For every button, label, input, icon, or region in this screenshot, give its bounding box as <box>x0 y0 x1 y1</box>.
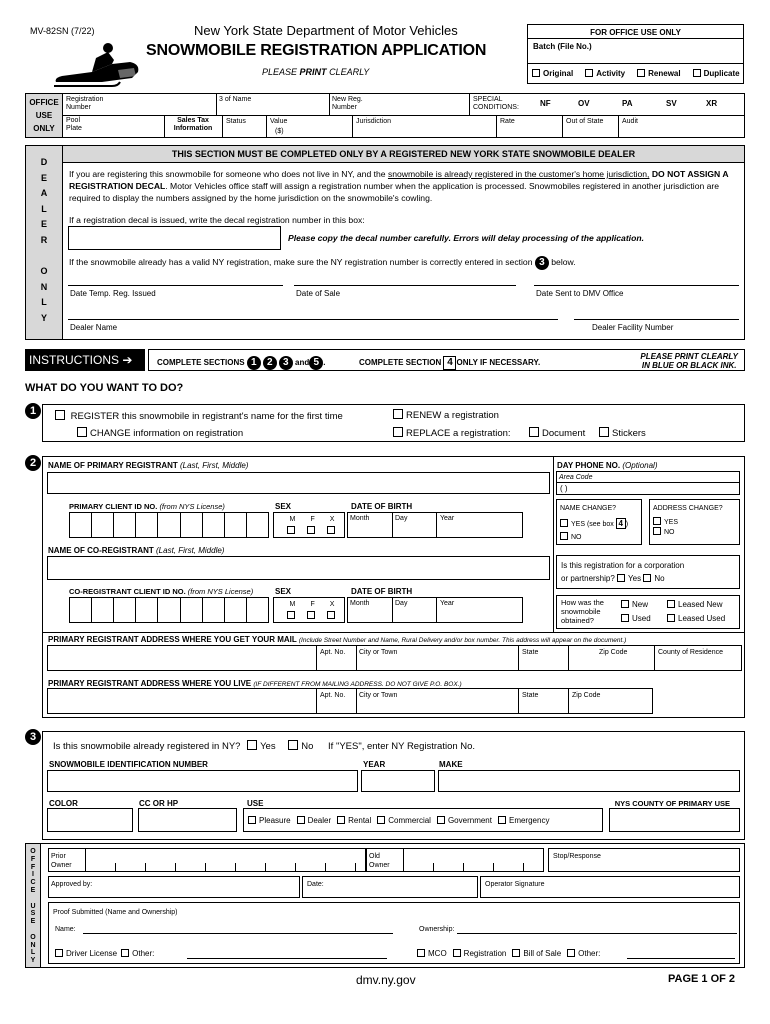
arrow-right-icon: ➔ <box>122 353 133 367</box>
address-change-yes[interactable]: YES <box>653 517 678 527</box>
name-change-no[interactable]: NO <box>560 532 582 542</box>
snowmobile-logo <box>52 38 144 90</box>
code-xr: XR <box>706 99 718 108</box>
sex-f-check <box>307 526 315 534</box>
renew-option[interactable]: RENEW a registration <box>393 409 499 421</box>
use-commercial[interactable]: Commercial <box>377 816 431 825</box>
change-option[interactable]: CHANGE information on registration <box>77 427 243 439</box>
sex-x-check <box>327 526 335 534</box>
registered-no[interactable]: No <box>278 741 313 752</box>
temp-reg-label: Date Temp. Reg. Issued <box>70 289 156 298</box>
original-check[interactable]: Original <box>532 69 573 78</box>
primary-dob-field[interactable]: Month Day Year <box>347 512 523 538</box>
section-5-marker: 5 <box>309 356 323 370</box>
office-use-label: OFFICE USE ONLY <box>26 94 62 137</box>
agency-name: New York State Department of Motor Vehicles <box>194 23 458 38</box>
obtained-box: How was the snowmobile obtained? New Used Leased New Leased Used <box>556 595 740 629</box>
corporation-box: Is this registration for a corporation or partnership? Yes No <box>556 555 740 589</box>
replace-option[interactable]: REPLACE a registration: <box>393 427 511 439</box>
section-3-marker: 3 <box>279 356 293 370</box>
office-use-bottom <box>25 843 745 968</box>
obtained-leased-new[interactable]: Leased New <box>667 600 722 609</box>
sex-m-check <box>287 526 295 534</box>
what-do-you-want-heading: WHAT DO YOU WANT TO DO? <box>25 382 184 394</box>
code-sv: SV <box>666 99 677 108</box>
corp-yes[interactable]: Yes <box>617 574 641 583</box>
dealer-header: THIS SECTION MUST BE COMPLETED ONLY BY A REGISTERED NEW YORK STATE SNOWMOBILE DEALER <box>63 146 744 163</box>
obtained-leased-used[interactable]: Leased Used <box>667 614 725 623</box>
reg-number-label: Registration Number <box>66 96 104 111</box>
co-sex-field[interactable]: M F X <box>273 597 345 623</box>
use-dealer[interactable]: Dealer <box>297 816 332 825</box>
cc-hp-field[interactable] <box>138 808 237 832</box>
name-change-yes[interactable]: YES (see box 4 ) <box>560 518 628 529</box>
primary-sex-field[interactable]: M F X <box>273 512 345 538</box>
proof-driver-license[interactable]: Driver License <box>55 949 117 958</box>
color-field[interactable] <box>47 808 133 832</box>
new-reg-number-label: New Reg. Number <box>332 96 363 111</box>
operator-signature-field[interactable]: Operator Signature <box>480 876 740 898</box>
batch-label: Batch (File No.) <box>533 42 592 51</box>
address-change-no[interactable]: NO <box>653 527 675 537</box>
obtained-used[interactable]: Used <box>621 614 651 623</box>
date-sent-label: Date Sent to DMV Office <box>536 289 624 298</box>
office-use-side-label: O F F I C E U S E O N L Y <box>30 848 36 965</box>
use-emergency[interactable]: Emergency <box>498 816 549 825</box>
county-primary-use-field[interactable] <box>609 808 740 832</box>
proof-mco[interactable]: MCO <box>417 949 447 958</box>
value-label: Value <box>270 118 288 125</box>
stop-response-field[interactable]: Stop/Response <box>548 848 740 872</box>
form-title: SNOWMOBILE REGISTRATION APPLICATION <box>146 42 487 59</box>
code-ov: OV <box>578 99 590 108</box>
decal-number-field[interactable] <box>68 226 281 250</box>
make-field[interactable] <box>438 770 740 792</box>
dealer-section <box>25 145 745 340</box>
dealer-facility-label: Dealer Facility Number <box>592 323 674 332</box>
office-use-strip <box>25 93 745 138</box>
registered-question: Is this snowmobile already registered in NY? Yes No If "YES", enter NY Registration No. <box>53 741 476 752</box>
decal-instruction: If a registration decal is issued, write the decal registration number in this box: <box>69 215 365 225</box>
instructions-label: INSTRUCTIONS ➔ <box>25 349 145 371</box>
print-ink-note: PLEASE PRINT CLEARLY IN BLUE OR BLACK INK. <box>640 352 738 370</box>
sex-label: SEX <box>275 502 292 511</box>
co-client-id-field[interactable] <box>69 597 269 623</box>
pool-plate-label: Pool Plate <box>66 117 82 132</box>
approved-by-field[interactable]: Approved by: <box>48 876 300 898</box>
section-1 <box>42 404 745 442</box>
code-nf: NF <box>540 99 551 108</box>
register-option[interactable]: REGISTER this snowmobile in registrant's name for the first time <box>55 410 343 422</box>
duplicate-check[interactable]: Duplicate <box>693 69 740 78</box>
registered-yes[interactable]: Yes <box>243 741 276 752</box>
section-2-badge: 2 <box>25 455 41 471</box>
section-1-marker: 1 <box>247 356 261 370</box>
use-pleasure[interactable]: Pleasure <box>248 816 291 825</box>
audit-label: Audit <box>622 118 638 125</box>
use-rental[interactable]: Rental <box>337 816 371 825</box>
code-pa: PA <box>622 99 633 108</box>
dealer-paragraph: If you are registering this snowmobile for someone who does not live in NY, and the snowmobile is already registered in the customer's home jurisdiction, DO NOT ASSIGN A REGISTRATION DECAL. Motor Vehicles office staff will assign a registration number when the application is processed. Snowmobiles registered in another jurisdiction are required to display the numbers assigned by the home jurisdiction on the snowmobile's cowling. <box>69 169 729 203</box>
dob-label: DATE OF BIRTH <box>351 502 413 511</box>
proof-other[interactable]: Other: <box>121 949 154 958</box>
office-use-title: FOR OFFICE USE ONLY <box>590 28 681 37</box>
decal-note: Please copy the decal number carefully. Errors will delay processing of the application. <box>288 233 644 243</box>
co-dob-field[interactable]: Month Day Year <box>347 597 523 623</box>
dealer-name-label: Dealer Name <box>70 323 118 332</box>
activity-check[interactable]: Activity <box>585 69 625 78</box>
obtained-new[interactable]: New <box>621 600 648 609</box>
section-3: Is this snowmobile already registered in NY? Yes No If "YES", enter NY Registration No. SNOWMOBILE IDENTIFICATION NUMBER YEAR MAKE COLOR CC OR HP USE NYS COUNTY OF PRIMARY USE Pleasure Dealer Rental Commercial Government Emergency <box>42 731 745 840</box>
form-id: MV-82SN (7/22) <box>30 26 95 36</box>
status-label: Status <box>226 118 246 125</box>
address-change-box: ADDRESS CHANGE? YES NO <box>649 499 740 545</box>
mail-address-field[interactable]: Apt. No. City or Town State Zip Code County of Residence <box>47 645 742 671</box>
section-1-badge: 1 <box>25 403 41 419</box>
year-field[interactable] <box>361 770 435 792</box>
jurisdiction-label: Jurisdiction <box>356 118 392 125</box>
corp-no[interactable]: No <box>643 574 664 583</box>
value-unit: ($) <box>275 128 284 135</box>
primary-client-id-field[interactable] <box>69 512 269 538</box>
prior-owner-field[interactable]: Prior Owner <box>48 848 366 872</box>
use-field <box>243 808 603 832</box>
special-conditions-label: SPECIAL CONDITIONS: <box>473 96 519 111</box>
footer-url[interactable]: dmv.ny.gov <box>356 973 416 987</box>
use-government[interactable]: Government <box>437 816 492 825</box>
office-use-box <box>527 24 744 84</box>
proof-bill-of-sale[interactable]: Bill of Sale <box>512 949 561 958</box>
out-of-state-label: Out of State <box>566 118 604 125</box>
print-clearly-note: PLEASE PRINT CLEARLY <box>262 67 370 77</box>
section-2-marker: 2 <box>263 356 277 370</box>
dealer-side-label: D E A L E R O N L Y <box>40 157 48 323</box>
name-change-box: NAME CHANGE? YES (see box 4 ) NO <box>556 499 642 545</box>
old-owner-field[interactable]: Old Owner <box>366 848 544 872</box>
co-registrant-name-field[interactable] <box>47 556 550 580</box>
sin-field[interactable] <box>47 770 358 792</box>
section-3-badge: 3 <box>25 729 41 745</box>
valid-reg-note: If the snowmobile already has a valid NY registration, make sure the NY registration number is correctly entered in section 3 below. <box>69 257 576 268</box>
renewal-check[interactable]: Renewal <box>637 69 680 78</box>
proof-other-2[interactable]: Other: <box>567 949 600 958</box>
office-checks <box>532 69 740 78</box>
approved-date-field[interactable]: Date: <box>302 876 478 898</box>
rate-label: Rate <box>500 118 515 125</box>
instructions-box: COMPLETE SECTIONS 1 2 3 and 5 . COMPLETE SECTION 4 ONLY IF NECESSARY. PLEASE PRINT CLEARLY IN BLUE OR BLACK INK. <box>148 349 745 371</box>
page-number: PAGE 1 OF 2 <box>668 973 736 985</box>
day-phone-field[interactable]: Area Code ( ) <box>556 471 740 495</box>
date-of-sale-label: Date of Sale <box>296 289 341 298</box>
section-3-marker: 3 <box>535 256 549 270</box>
live-address-field[interactable]: Apt. No. City or Town State Zip Code <box>47 688 653 714</box>
stickers-option[interactable]: Stickers <box>599 427 646 439</box>
section-4-marker: 4 <box>443 356 456 370</box>
primary-name-field[interactable] <box>47 472 550 494</box>
section-2: NAME OF PRIMARY REGISTRANT (Last, First, Middle) DAY PHONE NO. (Optional) Area Code ( ) PRIMARY CLIENT ID NO. (from NYS License) SEX M F X DATE OF BIRTH Month Day Year NAME CHANGE? YES (see box 4 ) NO ADDRESS CHANGE? YES NO NAME OF CO-REGISTRANT (Last, First, Middle) Is this registration for a corporation or partnership? Yes No CO-REGISTRANT CLIENT ID NO. (from NYS License) SEX M F X DATE OF BIRTH Month Day Year How was the snowmobile obtained? New Used Leased New Leased Used PRIMARY REGISTRANT ADDRESS WHERE YOU GET YOUR MAIL (Include Street Number and Name, Rural Delivery and/or box number. This address will appear on the document.) Apt. No. City or Town State Zip Code County of Residence PRIMARY REGISTRANT ADDRESS WHERE YOU LIVE (IF DIFFERENT FROM MAILING ADDRESS. DO NOT GIVE P.O. BOX.) Apt. No. City or Town State Zip Code <box>42 456 745 718</box>
proof-registration[interactable]: Registration <box>453 949 507 958</box>
sales-tax-label: Sales Tax Information <box>173 117 213 132</box>
proof-submitted-box: Proof Submitted (Name and Ownership) Name: Ownership: Driver License Other: MCO Registration Bill of Sale Other: <box>48 902 740 964</box>
document-option[interactable]: Document <box>529 427 585 439</box>
three-of-name-label: 3 of Name <box>219 96 252 103</box>
